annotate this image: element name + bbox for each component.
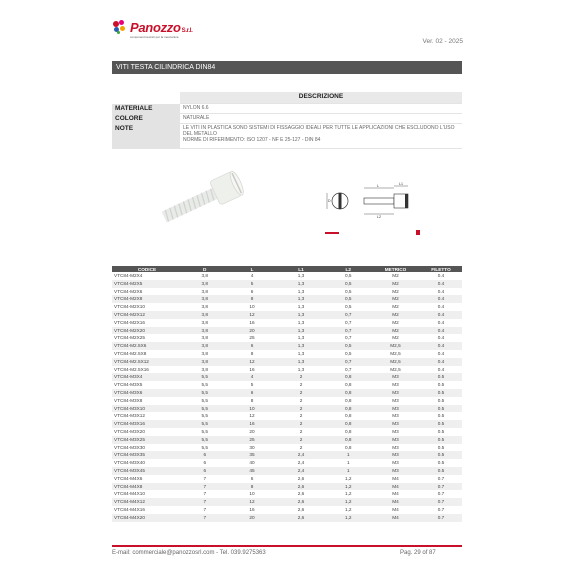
table-row [112,311,462,319]
table-cell: 0.4 [437,319,445,325]
table-cell: M3 [392,397,399,403]
table-cell: M2 [371,295,420,303]
table-cell: 3,8 [201,350,209,356]
table-cell: VTC84-M2X20 [112,327,182,335]
table-cell: 0,8 [326,436,372,444]
table-cell: 1,3 [277,327,326,335]
table-cell: 0,5 [344,350,352,356]
svg-text:L1: L1 [399,182,403,186]
table-row [112,288,462,296]
table-cell: 1,3 [277,295,326,303]
col-header-l: L [228,266,277,272]
table-cell: 6 [228,342,277,350]
table-cell: 0.4 [420,358,462,366]
table-cell: VTC84-M2X12 [112,311,182,319]
table-cell: 0,7 [326,311,372,319]
table-cell: VTC84-M3X8 [114,397,143,403]
table-cell: 2,6 [297,506,305,512]
table-cell: 1,3 [277,311,326,319]
table-row [112,358,462,366]
table-cell: 0.4 [437,304,445,310]
table-cell: VTC84-M3X45 [112,467,182,475]
table-cell: 25 [228,436,277,444]
table-cell: 0,7 [326,327,372,335]
table-cell: 0.5 [437,460,445,466]
notes-standards: NORME DI RIFERIMENTO: ISO 1207 - NF E 25-127 - DIN 84 [183,136,321,143]
table-row [112,397,462,405]
table-cell: 5,5 [201,444,209,450]
table-cell: VTC84-M2.5X8 [114,350,147,356]
table-cell: VTC84-M3X10 [112,405,182,413]
table-cell: 1,2 [326,498,372,506]
table-cell: M3 [392,382,399,388]
table-cell: 2,6 [277,483,326,491]
table-cell: 12 [249,413,255,419]
col-header-l1: L1 [277,266,326,272]
table-cell: VTC84-M3X20 [114,428,146,434]
table-cell: 1,2 [326,514,372,522]
table-cell: 1 [326,451,372,459]
table-cell: VTC84-M4X12 [112,498,182,506]
table-cell: 3,8 [201,335,209,341]
table-cell: 0.7 [420,514,462,522]
table-cell: 0.5 [420,389,462,397]
table-cell: 8 [228,483,277,491]
svg-text:L: L [377,184,379,188]
table-cell: 0,7 [326,358,372,366]
table-cell: 2 [299,382,303,388]
table-cell: VTC84-M2.5X12 [112,358,182,366]
table-cell: 0,5 [326,342,372,350]
table-row [112,451,462,459]
col-header-filetto: FILETTO [420,266,462,272]
table-cell: M4 [392,475,399,481]
table-cell: VTC84-M3X4 [112,373,182,381]
table-cell: 2,4 [277,467,326,475]
col-header-l2: L2 [326,266,372,272]
table-cell: 5,5 [182,405,228,413]
table-cell: 0,8 [344,444,352,450]
table-cell: 8 [250,397,254,403]
table-cell: M3 [392,428,399,434]
table-row [112,327,462,335]
table-cell: VTC84-M2.5X6 [112,342,182,350]
table-cell: 2 [299,444,303,450]
table-cell: M2 [371,311,420,319]
color-value: NATURALE [180,113,462,123]
table-cell: 1,3 [277,280,326,288]
table-cell: 0.4 [437,288,445,294]
table-cell: M2 [371,327,420,335]
table-cell: 0.4 [437,366,445,372]
table-cell: 4 [250,273,254,278]
table-row [112,405,462,413]
table-cell: M3 [392,444,399,450]
table-row [112,295,462,303]
table-cell: 3,8 [201,273,209,278]
table-cell: VTC84-M2X5 [112,280,182,288]
table-cell: 8 [228,295,277,303]
brand-suffix: S.r.l. [181,28,193,34]
table-cell: 6 [250,288,254,294]
brand-tagline: componenti tecnici per la meccanica [130,35,179,39]
table-cell: 7 [182,483,228,491]
table-cell: 3,8 [201,288,209,294]
table-cell: VTC84-M3X40 [114,460,146,466]
table-cell: 6 [182,467,228,475]
table-row [112,498,462,506]
table-cell: 0.4 [420,342,462,350]
table-row [112,280,462,288]
table-cell: 0,5 [344,273,352,278]
table-cell: M4 [371,514,420,522]
table-cell: M2 [392,304,399,310]
table-cell: 4 [228,373,277,381]
technical-drawing [322,180,432,240]
table-cell: 2,6 [277,498,326,506]
table-cell: VTC84-M2X6 [114,288,143,294]
table-cell: 0.4 [437,335,445,341]
table-row [112,319,462,327]
table-cell: 3,8 [201,304,209,310]
table-cell: 2,4 [297,460,305,466]
table-cell: 6 [203,460,207,466]
table-cell: 16 [249,366,255,372]
table-cell: VTC84-M4X8 [112,483,182,491]
table-cell: 25 [249,335,255,341]
table-cell: 7 [203,506,207,512]
table-cell: VTC84-M2X25 [114,335,146,341]
table-cell: 10 [249,491,255,497]
table-cell: 5,5 [201,413,209,419]
table-cell: 3,8 [182,295,228,303]
table-cell: 0,5 [326,295,372,303]
table-cell: 2 [299,397,303,403]
table-cell: M3 [371,420,420,428]
table-row [112,389,462,397]
table-cell: 6 [228,389,277,397]
table-row [112,514,462,522]
table-cell: 5,5 [182,436,228,444]
table-cell: 0.4 [420,311,462,319]
table-cell: 0.4 [420,280,462,288]
table-cell: 2,6 [297,475,305,481]
footer-page-number: Pag. 29 of 87 [400,550,436,556]
table-cell: M2 [392,288,399,294]
table-cell: 1 [346,460,350,466]
table-cell: VTC84-M4X20 [112,514,182,522]
table-cell: 2,6 [297,491,305,497]
table-cell: 0.4 [420,327,462,335]
table-row [112,381,462,389]
section-title: VITI TESTA CILINDRICA DIN84 [112,61,462,74]
table-cell: 0.5 [420,373,462,381]
table-cell: M3 [371,436,420,444]
notes-label: NOTE [112,123,180,148]
table-cell: 1,2 [344,491,352,497]
product-table [112,266,462,522]
table-cell: 0,8 [344,397,352,403]
table-cell: 12 [228,358,277,366]
table-cell: 1 [326,467,372,475]
table-cell: 5,5 [182,373,228,381]
table-row [112,350,462,358]
table-cell: 0.5 [437,413,445,419]
table-cell: 1,2 [344,506,352,512]
table-row [112,475,462,483]
table-cell: 20 [228,514,277,522]
table-cell: 1,3 [277,358,326,366]
table-cell: M3 [371,467,420,475]
table-row [112,459,462,467]
table-cell: VTC84-M2.5X16 [114,366,149,372]
table-cell: 3,8 [182,358,228,366]
table-cell: 5 [250,382,254,388]
table-cell: 30 [249,444,255,450]
notes-text: LE VITI IN PLASTICA SONO SISTEMI DI FISSAGGIO IDEALI PER TUTTE LE APPLICAZIONI CHE ESCLUDONO L'USO DEL METALLO [183,124,455,137]
logo-mark-icon [112,20,126,34]
table-cell: 12 [228,311,277,319]
table-cell: 0.7 [420,483,462,491]
table-cell: VTC84-M3X6 [112,389,182,397]
table-cell: VTC84-M4X10 [114,491,146,497]
table-cell: 1,3 [297,304,305,310]
table-cell: VTC84-M2X4 [114,273,143,278]
table-cell: 1,3 [277,342,326,350]
table-cell: 5 [228,280,277,288]
table-cell: VTC84-M3X30 [114,444,146,450]
table-row [112,506,462,514]
table-cell: M2 [392,273,399,278]
table-cell: 2,4 [277,451,326,459]
table-cell: M2,5 [390,350,401,356]
table-cell: 0.5 [420,405,462,413]
notes-value [180,123,462,148]
table-cell: 2 [277,373,326,381]
description-table [112,92,462,149]
table-cell: 0.5 [437,382,445,388]
table-cell: 0.5 [420,436,462,444]
col-header-metrico: METRICO [371,266,420,272]
table-cell: 2 [299,428,303,434]
table-row [112,428,462,436]
table-cell: M3 [371,451,420,459]
table-cell: 45 [228,467,277,475]
table-cell: 0,8 [344,382,352,388]
table-cell: 5,5 [182,389,228,397]
table-cell: 5,5 [201,382,209,388]
table-cell: M4 [392,491,399,497]
table-cell: M3 [392,413,399,419]
table-cell: 1,3 [297,350,305,356]
table-cell: 1,2 [344,475,352,481]
table-cell: VTC84-M3X12 [114,413,146,419]
table-cell: 2 [299,413,303,419]
table-cell: VTC84-M3X25 [112,436,182,444]
table-cell: 7 [203,491,207,497]
table-cell: M2,5 [371,342,420,350]
table-row [112,373,462,381]
table-row [112,483,462,491]
table-cell: 5,5 [182,420,228,428]
table-cell: 0,8 [344,413,352,419]
table-cell: 12 [228,498,277,506]
description-heading: DESCRIZIONE [180,92,462,104]
table-cell: 6 [182,451,228,459]
table-cell: 3,8 [201,319,209,325]
table-cell: 8 [250,350,254,356]
table-cell: M2,5 [390,366,401,372]
table-cell: M4 [371,483,420,491]
table-cell: 1,3 [297,288,305,294]
table-row [112,272,462,280]
table-cell: 3,8 [182,280,228,288]
table-row [112,467,462,475]
table-cell: M4 [371,498,420,506]
table-body [112,272,462,522]
table-cell: 0.7 [437,475,445,481]
table-cell: 5,5 [201,397,209,403]
table-cell: 0.5 [437,428,445,434]
table-row [112,334,462,342]
table-cell: VTC84-M2X16 [114,319,146,325]
table-cell: 7 [182,514,228,522]
table-cell: 35 [228,451,277,459]
table-cell: 0.7 [420,498,462,506]
table-cell: 1,2 [326,483,372,491]
table-cell: 3,8 [182,342,228,350]
table-cell: 0.5 [420,420,462,428]
table-cell: 3,8 [201,366,209,372]
table-cell: VTC84-M3X5 [114,382,143,388]
table-cell: 0.4 [437,273,445,278]
table-cell: 10 [228,405,277,413]
table-cell: 0,8 [326,389,372,397]
table-cell: M4 [392,506,399,512]
brand-name: PanozzoS.r.l. [130,20,193,35]
table-cell: 20 [249,428,255,434]
table-cell: 20 [228,327,277,335]
table-cell: 0.5 [420,451,462,459]
table-cell: 1,3 [297,366,305,372]
table-cell: 0,8 [326,405,372,413]
table-cell: 0.5 [437,397,445,403]
svg-text:D: D [328,199,331,203]
col-header-codice: CODICE [112,266,182,272]
company-logo [112,20,232,46]
table-row [112,436,462,444]
col-header-d: D [182,266,228,272]
table-row [112,342,462,350]
table-cell: 0.5 [420,467,462,475]
table-row [112,444,462,452]
table-cell: M2 [392,335,399,341]
table-cell: 6 [250,475,254,481]
table-cell: 16 [249,506,255,512]
table-cell: 2 [277,420,326,428]
table-row [112,366,462,374]
table-cell: 10 [249,304,255,310]
table-cell: VTC84-M2X10 [114,304,146,310]
table-cell: M2,5 [371,358,420,366]
table-cell: 16 [249,319,255,325]
table-cell: 1,3 [297,335,305,341]
table-cell: 0,5 [344,304,352,310]
table-cell: 0,7 [344,335,352,341]
table-cell: 0,7 [344,366,352,372]
table-row [112,420,462,428]
table-cell: M3 [371,389,420,397]
table-row [112,412,462,420]
table-cell: 16 [228,420,277,428]
footer-divider [112,545,462,547]
table-cell: VTC84-M2X8 [112,295,182,303]
table-cell: 0.7 [437,491,445,497]
table-cell: 2,6 [277,514,326,522]
table-cell: M3 [392,460,399,466]
material-value: NYLON 6.6 [180,104,462,114]
table-cell: 0,5 [344,288,352,294]
table-cell: 0.4 [420,295,462,303]
table-cell: 7 [182,498,228,506]
screw-photo [150,163,260,233]
table-cell: 0.4 [437,350,445,356]
table-cell: 0,7 [344,319,352,325]
table-cell: 0,5 [326,280,372,288]
table-cell: M3 [371,405,420,413]
footer-contact: E-mail: commerciale@panozzosrl.com - Tel. 039.9275363 [112,550,266,556]
table-cell: 0,8 [326,420,372,428]
table-cell: 1,3 [297,319,305,325]
svg-text:L2: L2 [377,215,381,219]
table-cell: 2 [277,436,326,444]
table-cell: 2 [277,389,326,397]
table-cell: 3,8 [182,311,228,319]
table-cell: VTC84-M3X16 [112,420,182,428]
table-cell: 0,8 [326,373,372,381]
color-label: COLORE [112,113,180,123]
table-row [112,303,462,311]
table-cell: M2 [371,280,420,288]
table-cell: 2 [277,405,326,413]
table-cell: 40 [249,460,255,466]
version-label: Ver. 02 - 2025 [422,38,463,45]
table-cell: 3,8 [182,327,228,335]
table-row [112,490,462,498]
table-cell: 0.7 [437,506,445,512]
table-cell: 0,8 [344,428,352,434]
table-cell: 1,3 [297,273,305,278]
table-cell: VTC84-M4X6 [114,475,143,481]
table-cell: 0.5 [437,444,445,450]
table-cell: 5,5 [201,428,209,434]
table-cell: VTC84-M4X16 [114,506,146,512]
table-cell: M2 [392,319,399,325]
table-cell: 7 [203,475,207,481]
material-label: MATERIALE [112,104,180,114]
table-cell: M3 [371,373,420,381]
table-cell: VTC84-M3X35 [112,451,182,459]
